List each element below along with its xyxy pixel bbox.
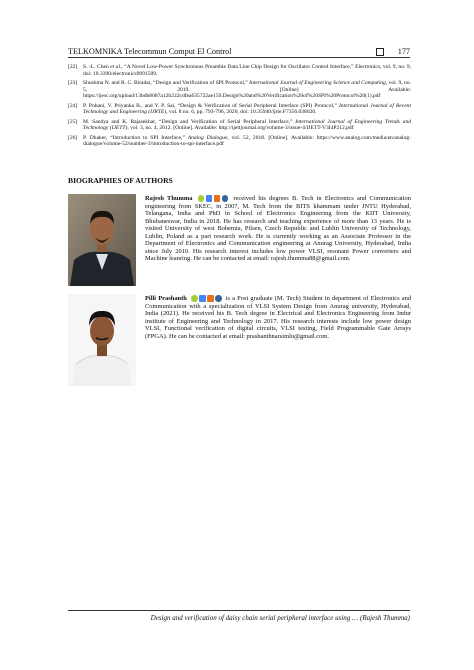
reference-item: [26] P. Dhaker, “Introduction to SPI Interface,” Analog Dialogue, vol. 52, 2018. [Online]. Available: https://www.analog.com/media/en/analog-dialogue/volume-52/number-3/introduction-to-spi-interface.pdf bbox=[68, 134, 411, 148]
references-list bbox=[68, 64, 411, 151]
section-title: BIOGRAPHIES OF AUTHORS bbox=[68, 176, 173, 185]
reference-item: [23] Shushma N. and R. C. Biradar, “Design and Verification of SPI Protocol,” International Journal of Engineering Science and Computing, vol. 9, no. 5, 2019. [Online] Available: https://ijesc.org/upload/13bdb8087a12b222cdfea635722ae159.Design%20and%20Verification%20of%20SPI%20Protocol%20(1).pdf bbox=[68, 80, 411, 100]
reference-item: [22] S. -L. Chen et al., “A Novel Low-Power Synchronous Preamble Data Line Chip Design for Oscillator Control Interface,” Electronics, vol. 9, no. 9, doi: 10.3390/electronics9091509. bbox=[68, 64, 411, 77]
reference-item: [24] P. Pohani, V. Priyanka B., and Y. P. Sai, “Design & Verification of Serial Peripheral Interface (SPI) Protocol,” International Journal of Recent Technology and Engineering (IJRTE), vol. 8 no. 6, pp. 793-796, 2020, doi: 10.35940/ijrte.F7356.038620. bbox=[68, 102, 411, 116]
journal-name: TELKOMNIKA Telecommun Comput El Control bbox=[68, 47, 232, 56]
page-number: 177 bbox=[397, 46, 410, 56]
profile-badges bbox=[191, 295, 222, 302]
author-bio-rajesh bbox=[145, 195, 411, 263]
page-footer: Design and verification of daisy chain serial peripheral interface using … (Rajesh Thumma) bbox=[150, 614, 410, 622]
footer-rule bbox=[68, 610, 410, 611]
header-rule bbox=[68, 57, 410, 58]
publons-icon[interactable] bbox=[222, 195, 229, 202]
author-name: Rajesh Thumma bbox=[145, 195, 193, 202]
orcid-icon[interactable] bbox=[198, 195, 205, 202]
author-photo-rajesh bbox=[68, 194, 136, 286]
author-name: Pilli Prashanth bbox=[145, 295, 187, 302]
author-text: received his degrees B. Tech in Electronics and Communication engineering from SKEC, in 2007, M. Tech from the BITS khammam under JNTU Hyderabad, Telangana, India and PhD in School of Electronics Engineering from the KIIT University, Bhubaneswar, India in 2018. He has research and teaching experience of more than 13 years. He is visited University of west Bohemia, Pilsen, Czech Republic and Lublin University of Technology, Lublin, Poland as a part research work. He is currently working as an Associate Professor in the Department of Electronics and Communication engineering at Anurag University, Hyderabad, India since July 2010. His research interest includes low power VLSI, resonant Power converters and Machine leanring. He can be contacted at email: rajesh.thumma88@gmail.com. bbox=[145, 195, 411, 263]
scopus-icon[interactable] bbox=[207, 295, 214, 302]
scholar-icon[interactable] bbox=[206, 195, 213, 202]
author-text: is a Post graduate (M. Tech) Student in department of Electronics and Communication with a specialization of VLSI System Design from Anurag university, Hyderabad, India (2021). He received his B. Tech degree in Electrical and Electronics Engineering from Indur institute of Engineering and Technology in 2017. His research interests include low power design VLSI, Functional verification of digital circuits, VLSI testing, Field Programmable Gate Arrays (FPGA). He can be contacted at email: prashanthnarsimlu@gmail.com. bbox=[145, 295, 412, 340]
orcid-icon[interactable] bbox=[191, 295, 198, 302]
page-header bbox=[68, 44, 410, 56]
author-bio-prashanth bbox=[145, 295, 411, 340]
scholar-icon[interactable] bbox=[199, 295, 206, 302]
reference-item: [25] M. Sandya and K. Rajasekhar, “Design and Verification of Serial Peripheral Interface,” International Journal of Engineering Trends and Technology (IJETT), vol. 3, no. 4, 2012. [Online]. Available: http://ijettjournal.org/volume-3/issue-4/IJETT-V3I4P212.pdf bbox=[68, 118, 411, 132]
author-photo-prashanth bbox=[68, 294, 136, 386]
publons-icon[interactable] bbox=[215, 295, 222, 302]
profile-badges bbox=[198, 195, 229, 202]
scopus-icon[interactable] bbox=[214, 195, 221, 202]
square-icon bbox=[376, 48, 384, 56]
